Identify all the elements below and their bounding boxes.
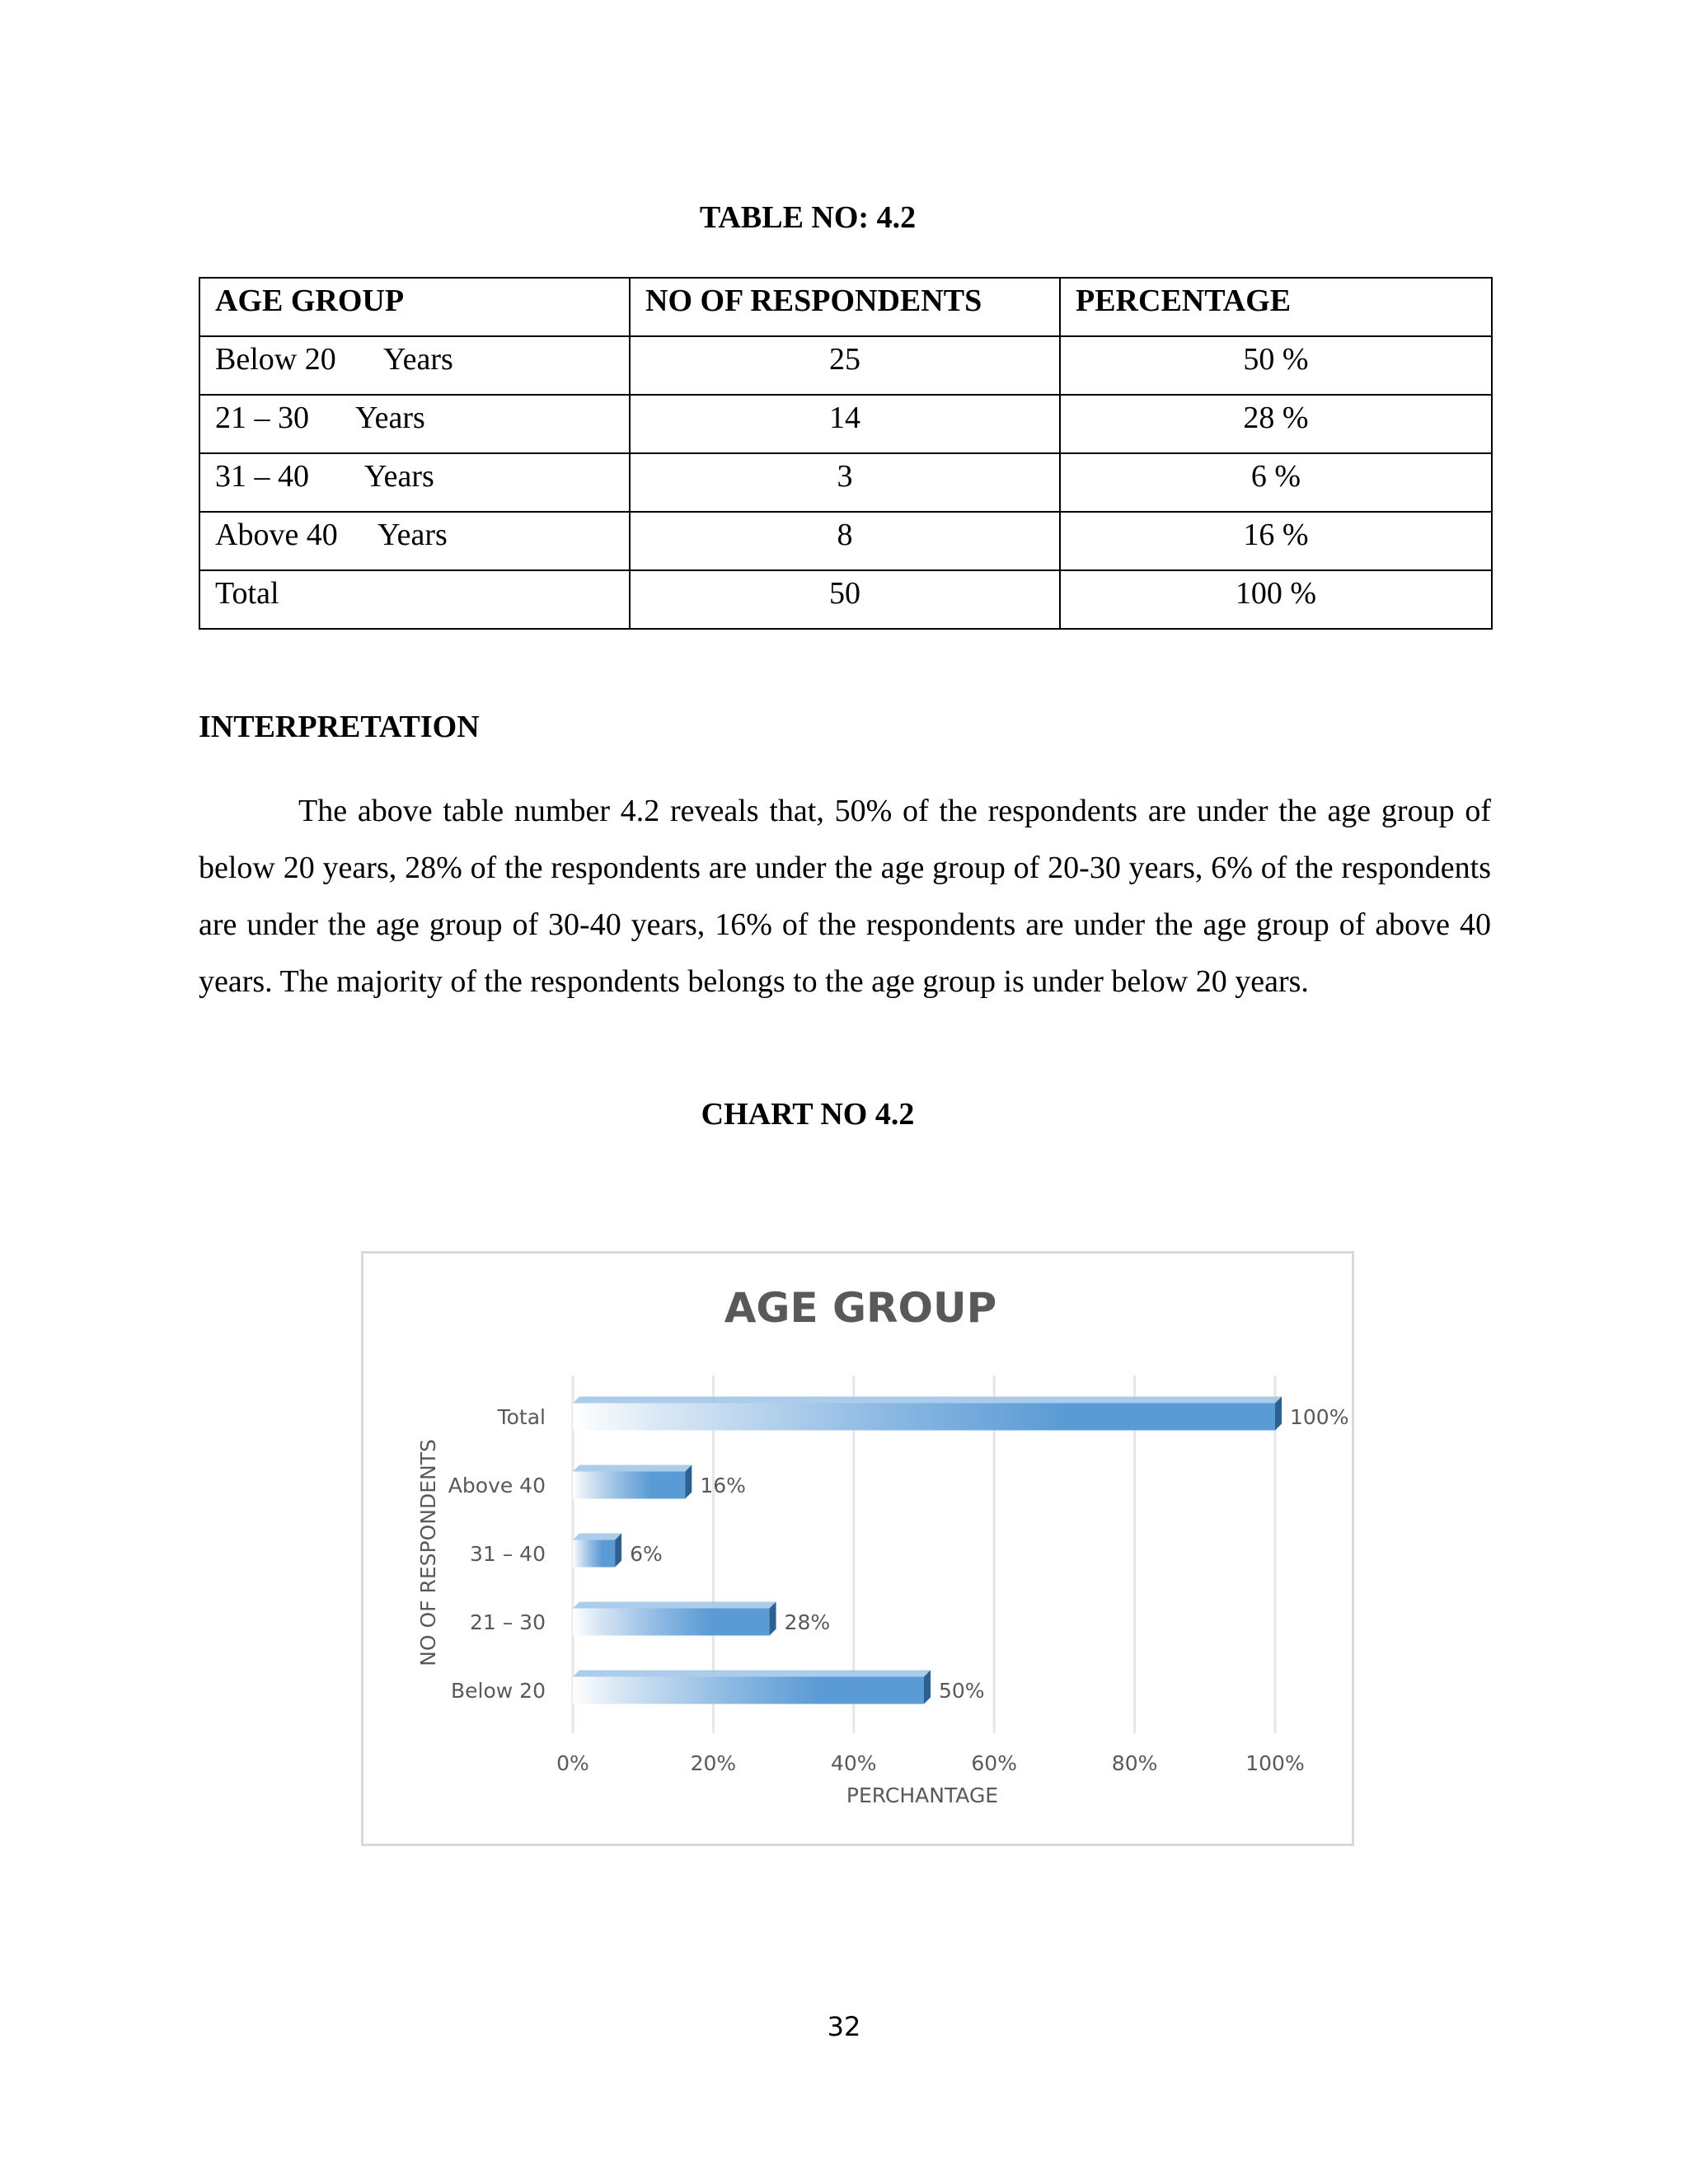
table-header-row [199,278,1492,336]
y-tick-label: 31 – 40 [469,1542,546,1566]
bar [573,1609,770,1636]
table-row [199,453,1492,512]
bar [573,1404,1275,1431]
percentage-cell: 6 % [1060,453,1492,512]
table-row-total [199,570,1492,629]
bar-top-face [573,1602,776,1609]
data-label: 28% [784,1610,831,1634]
y-tick-label: Total [497,1405,546,1429]
bar-top-face [573,1397,1282,1404]
x-tick-label: 0% [556,1751,589,1775]
x-tick-label: 20% [690,1751,737,1775]
bar [573,1540,615,1568]
x-tick-label: 80% [1111,1751,1158,1775]
chart-title: AGE GROUP [724,1284,997,1332]
age-label: 21 – 30 [215,401,309,435]
header-respondents: NO OF RESPONDENTS [630,278,1060,336]
interpretation-heading: INTERPRETATION [199,710,480,744]
y-axis-label: NO OF RESPONDENTS [416,1439,440,1666]
bar-top-face [573,1671,931,1677]
data-label: 6% [630,1542,663,1566]
percentage-cell: 50 % [1060,336,1492,395]
page-number: 32 [827,2011,861,2042]
age-unit: Years [383,342,453,377]
age-unit: Years [377,518,448,552]
table-row [199,512,1492,570]
bar [573,1472,685,1499]
percentage-cell: 16 % [1060,512,1492,570]
y-tick-label: Below 20 [451,1679,546,1703]
respondents-cell: 3 [630,453,1060,512]
age-group-table [199,277,1493,630]
chart-svg [363,1254,1357,1849]
header-percentage: PERCENTAGE [1060,278,1492,336]
respondents-cell: 50 [630,570,1060,629]
x-axis-label: PERCHANTAGE [846,1783,999,1807]
x-tick-label: 60% [971,1751,1017,1775]
chart-heading: CHART NO 4.2 [701,1097,915,1132]
table-title: TABLE NO: 4.2 [699,200,917,235]
y-tick-label: 21 – 30 [469,1610,546,1634]
age-group-chart [361,1251,1354,1846]
age-label: Total [215,576,279,611]
respondents-cell: 14 [630,395,1060,453]
table-row [199,395,1492,453]
bar [573,1677,924,1704]
y-tick-label: Above 40 [448,1474,546,1497]
respondents-cell: 25 [630,336,1060,395]
bar-top-face [573,1465,692,1472]
percentage-cell: 28 % [1060,395,1492,453]
bar-top-face [573,1534,621,1540]
data-label: 50% [939,1679,985,1703]
age-label: 31 – 40 [215,459,309,494]
age-label: Below 20 [215,342,336,377]
table-row [199,336,1492,395]
x-tick-label: 40% [831,1751,877,1775]
percentage-cell: 100 % [1060,570,1492,629]
data-label: 16% [700,1474,746,1497]
age-unit: Years [355,401,425,435]
data-label: 100% [1290,1405,1349,1429]
header-age-group: AGE GROUP [199,278,630,336]
x-tick-label: 100% [1245,1751,1305,1775]
age-label: Above 40 [215,518,338,552]
respondents-cell: 8 [630,512,1060,570]
age-unit: Years [364,459,434,494]
interpretation-paragraph: The above table number 4.2 reveals that, 50% of the respondents are under the age group of below 20 years, 28% of the respondents are under the age group of 20-30 years, 6% of the respondents are under the age group of 30-40 years, 16% of the respondents are under the age group of above 40 years. The majority of the respondents belongs to the age group is under below 20 years. [199,794,1491,999]
